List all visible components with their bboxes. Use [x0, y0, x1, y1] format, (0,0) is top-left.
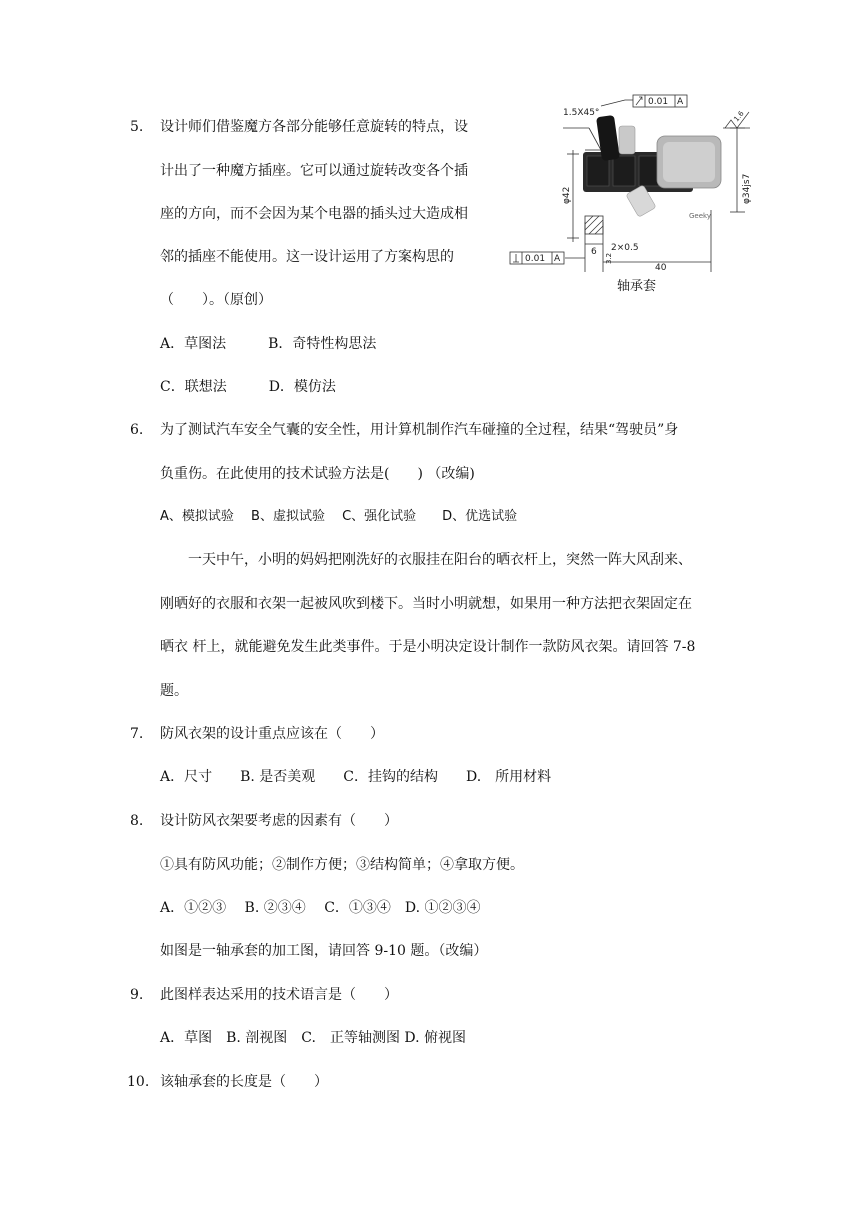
answer-options: A、模拟试验 B、虚拟试验 C、强化试验 D、优选试验: [160, 509, 518, 524]
question-stem-line: 负重伤。在此使用的技术试验方法是( ) （改编): [160, 466, 475, 482]
diameter-right-label: φ34js7: [742, 173, 752, 204]
figure-caption: 轴承套: [617, 279, 657, 294]
question-number: 9.: [130, 987, 144, 1003]
tolerance-frame-bottom: [510, 252, 564, 264]
question-number: 6.: [130, 422, 144, 438]
question-stem-line: 防风衣架的设计重点应该在（ ）: [160, 726, 384, 742]
tolerance-value: 0.01: [648, 97, 669, 107]
answer-options: A．草图 B. 剖视图 C. 正等轴测图 D. 俯视图: [160, 1030, 467, 1046]
question-number: 8.: [130, 813, 144, 829]
diameter-left-label: φ42: [562, 186, 572, 204]
intro-9-10: 如图是一轴承套的加工图，请回答 9-10 题。（改编）: [160, 943, 488, 959]
bearing-sleeve-figure: [505, 92, 760, 294]
passage-line: 刚晒好的衣服和衣架一起被风吹到楼下。当时小明就想，如果用一种方法把衣架固定在: [160, 596, 692, 612]
chamfer-annotation: 1.5X45°: [563, 108, 600, 118]
question-stem-line: 此图样表达采用的技术语言是（ ）: [160, 987, 398, 1003]
question-number: 7.: [130, 726, 144, 742]
question-stem-line: 设计师们借鉴魔方各部分能够任意旋转的特点，设: [160, 119, 468, 135]
answer-options: A．草图法 B．奇特性构思法: [160, 336, 377, 352]
dimension-40: 40: [655, 263, 667, 273]
passage-line: 晒衣 杆上，就能避免发生此类事件。于是小明决定设计制作一款防风衣架。请回答 7-8: [160, 639, 696, 655]
question-number: 5.: [130, 119, 144, 135]
answer-options: C．联想法 D．模仿法: [160, 379, 336, 395]
question-stem-line: 为了测试汽车安全气囊的安全性，用计算机制作汽车碰撞的全过程，结果“驾驶员”身: [160, 422, 679, 438]
answer-options: A．尺寸 B. 是否美观 C．挂钩的结构 D. 所用材料: [160, 769, 552, 785]
datum-letter: A: [677, 97, 684, 107]
tolerance-value: 0.01: [525, 254, 546, 264]
passage-line: 题。: [160, 683, 188, 699]
svg-text:1.6: 1.6: [732, 109, 746, 124]
question-stem-line: 座的方向，而不会因为某个电器的插头过大造成相: [160, 206, 468, 222]
datum-letter: A: [554, 254, 561, 264]
brand-label: Geeky: [689, 212, 711, 220]
question-stem-line: （ ）。（原创）: [160, 292, 272, 308]
question-stem-line: 计出了一种魔方插座。它可以通过旋转改变各个插: [160, 163, 468, 179]
dimension-6: 6: [591, 247, 597, 257]
dimension-groove: 2×0.5: [611, 243, 639, 253]
question-stem-line: 该轴承套的长度是（ ）: [160, 1074, 328, 1090]
passage-line: 一天中午，小明的妈妈把刚洗好的衣服挂在阳台的晒衣杆上，突然一阵大风刮来、: [160, 552, 692, 568]
answer-options: A．①②③ B. ②③④ C．①③④ D. ①②③④: [160, 900, 481, 916]
question-items: ①具有防风功能；②制作方便；③结构简单；④拿取方便。: [160, 857, 524, 873]
dimension-3-2: 3.2: [605, 252, 613, 264]
question-stem-line: 设计防风衣架要考虑的因素有（ ）: [160, 813, 398, 829]
question-stem-line: 邻的插座不能使用。这一设计运用了方案构思的: [160, 249, 454, 265]
question-number: 10.: [127, 1074, 150, 1090]
